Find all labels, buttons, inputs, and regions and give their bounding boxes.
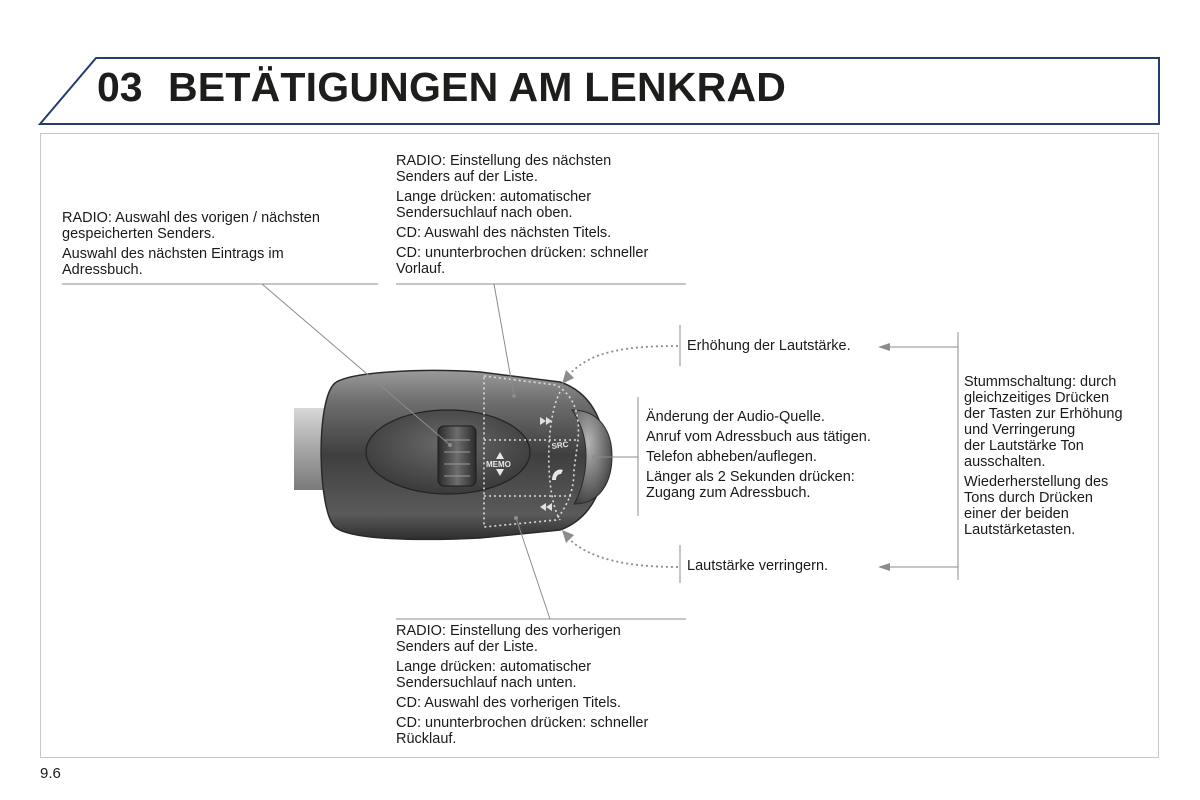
callout-paragraph: Anruf vom Adressbuch aus tätigen. [646, 429, 871, 445]
callout-seek-down [396, 623, 696, 751]
callout-paragraph: Telefon abheben/auflegen. [646, 449, 817, 465]
callout-paragraph: Änderung der Audio-Quelle. [646, 409, 825, 425]
callout-volume-up [687, 338, 887, 358]
callout-source-button [646, 409, 906, 505]
callout-paragraph: Lange drücken: automatischer Sendersuchlauf nach unten. [396, 659, 592, 691]
page-number: 9.6 [40, 765, 61, 782]
callout-paragraph: CD: ununterbrochen drücken: schneller Vorlauf. [396, 245, 649, 277]
callout-paragraph: RADIO: Einstellung des nächsten Senders auf der Liste. [396, 153, 612, 185]
callout-seek-up [396, 153, 696, 281]
callout-paragraph: CD: Auswahl des vorherigen Titels. [396, 695, 621, 711]
callout-paragraph: RADIO: Auswahl des vorigen / nächsten gespeicherten Senders. [62, 210, 320, 242]
callout-paragraph: Lange drücken: automatischer Sendersuchlauf nach oben. [396, 189, 592, 221]
callout-paragraph: Stummschaltung: durch gleichzeitiges Drücken der Tasten zur Erhöhung und Verringerung der Lautstärke Ton ausschalten. [964, 374, 1123, 470]
callout-preset-selection [62, 210, 382, 282]
memo-label: MEMO [486, 460, 511, 469]
page-title: BETÄTIGUNGEN AM LENKRAD [168, 64, 787, 110]
callout-paragraph: RADIO: Einstellung des vorherigen Senders auf der Liste. [396, 623, 621, 655]
src-label: SRC [551, 439, 570, 451]
callout-paragraph: CD: ununterbrochen drücken: schneller Rücklauf. [396, 715, 649, 747]
callout-paragraph: CD: Auswahl des nächsten Titels. [396, 225, 612, 241]
callout-volume-down [687, 558, 887, 578]
chapter-number: 03 [97, 64, 143, 110]
callout-paragraph: Länger als 2 Sekunden drücken: Zugang zum Adressbuch. [646, 469, 855, 501]
callout-paragraph: Lautstärke verringern. [687, 558, 829, 574]
callout-paragraph: Auswahl des nächsten Eintrags im Adressbuch. [62, 246, 284, 278]
callout-paragraph: Wiederherstellung des Tons durch Drücken einer der beiden Lautstärketasten. [964, 474, 1109, 538]
callout-paragraph: Erhöhung der Lautstärke. [687, 338, 851, 354]
callout-mute [964, 374, 1154, 542]
